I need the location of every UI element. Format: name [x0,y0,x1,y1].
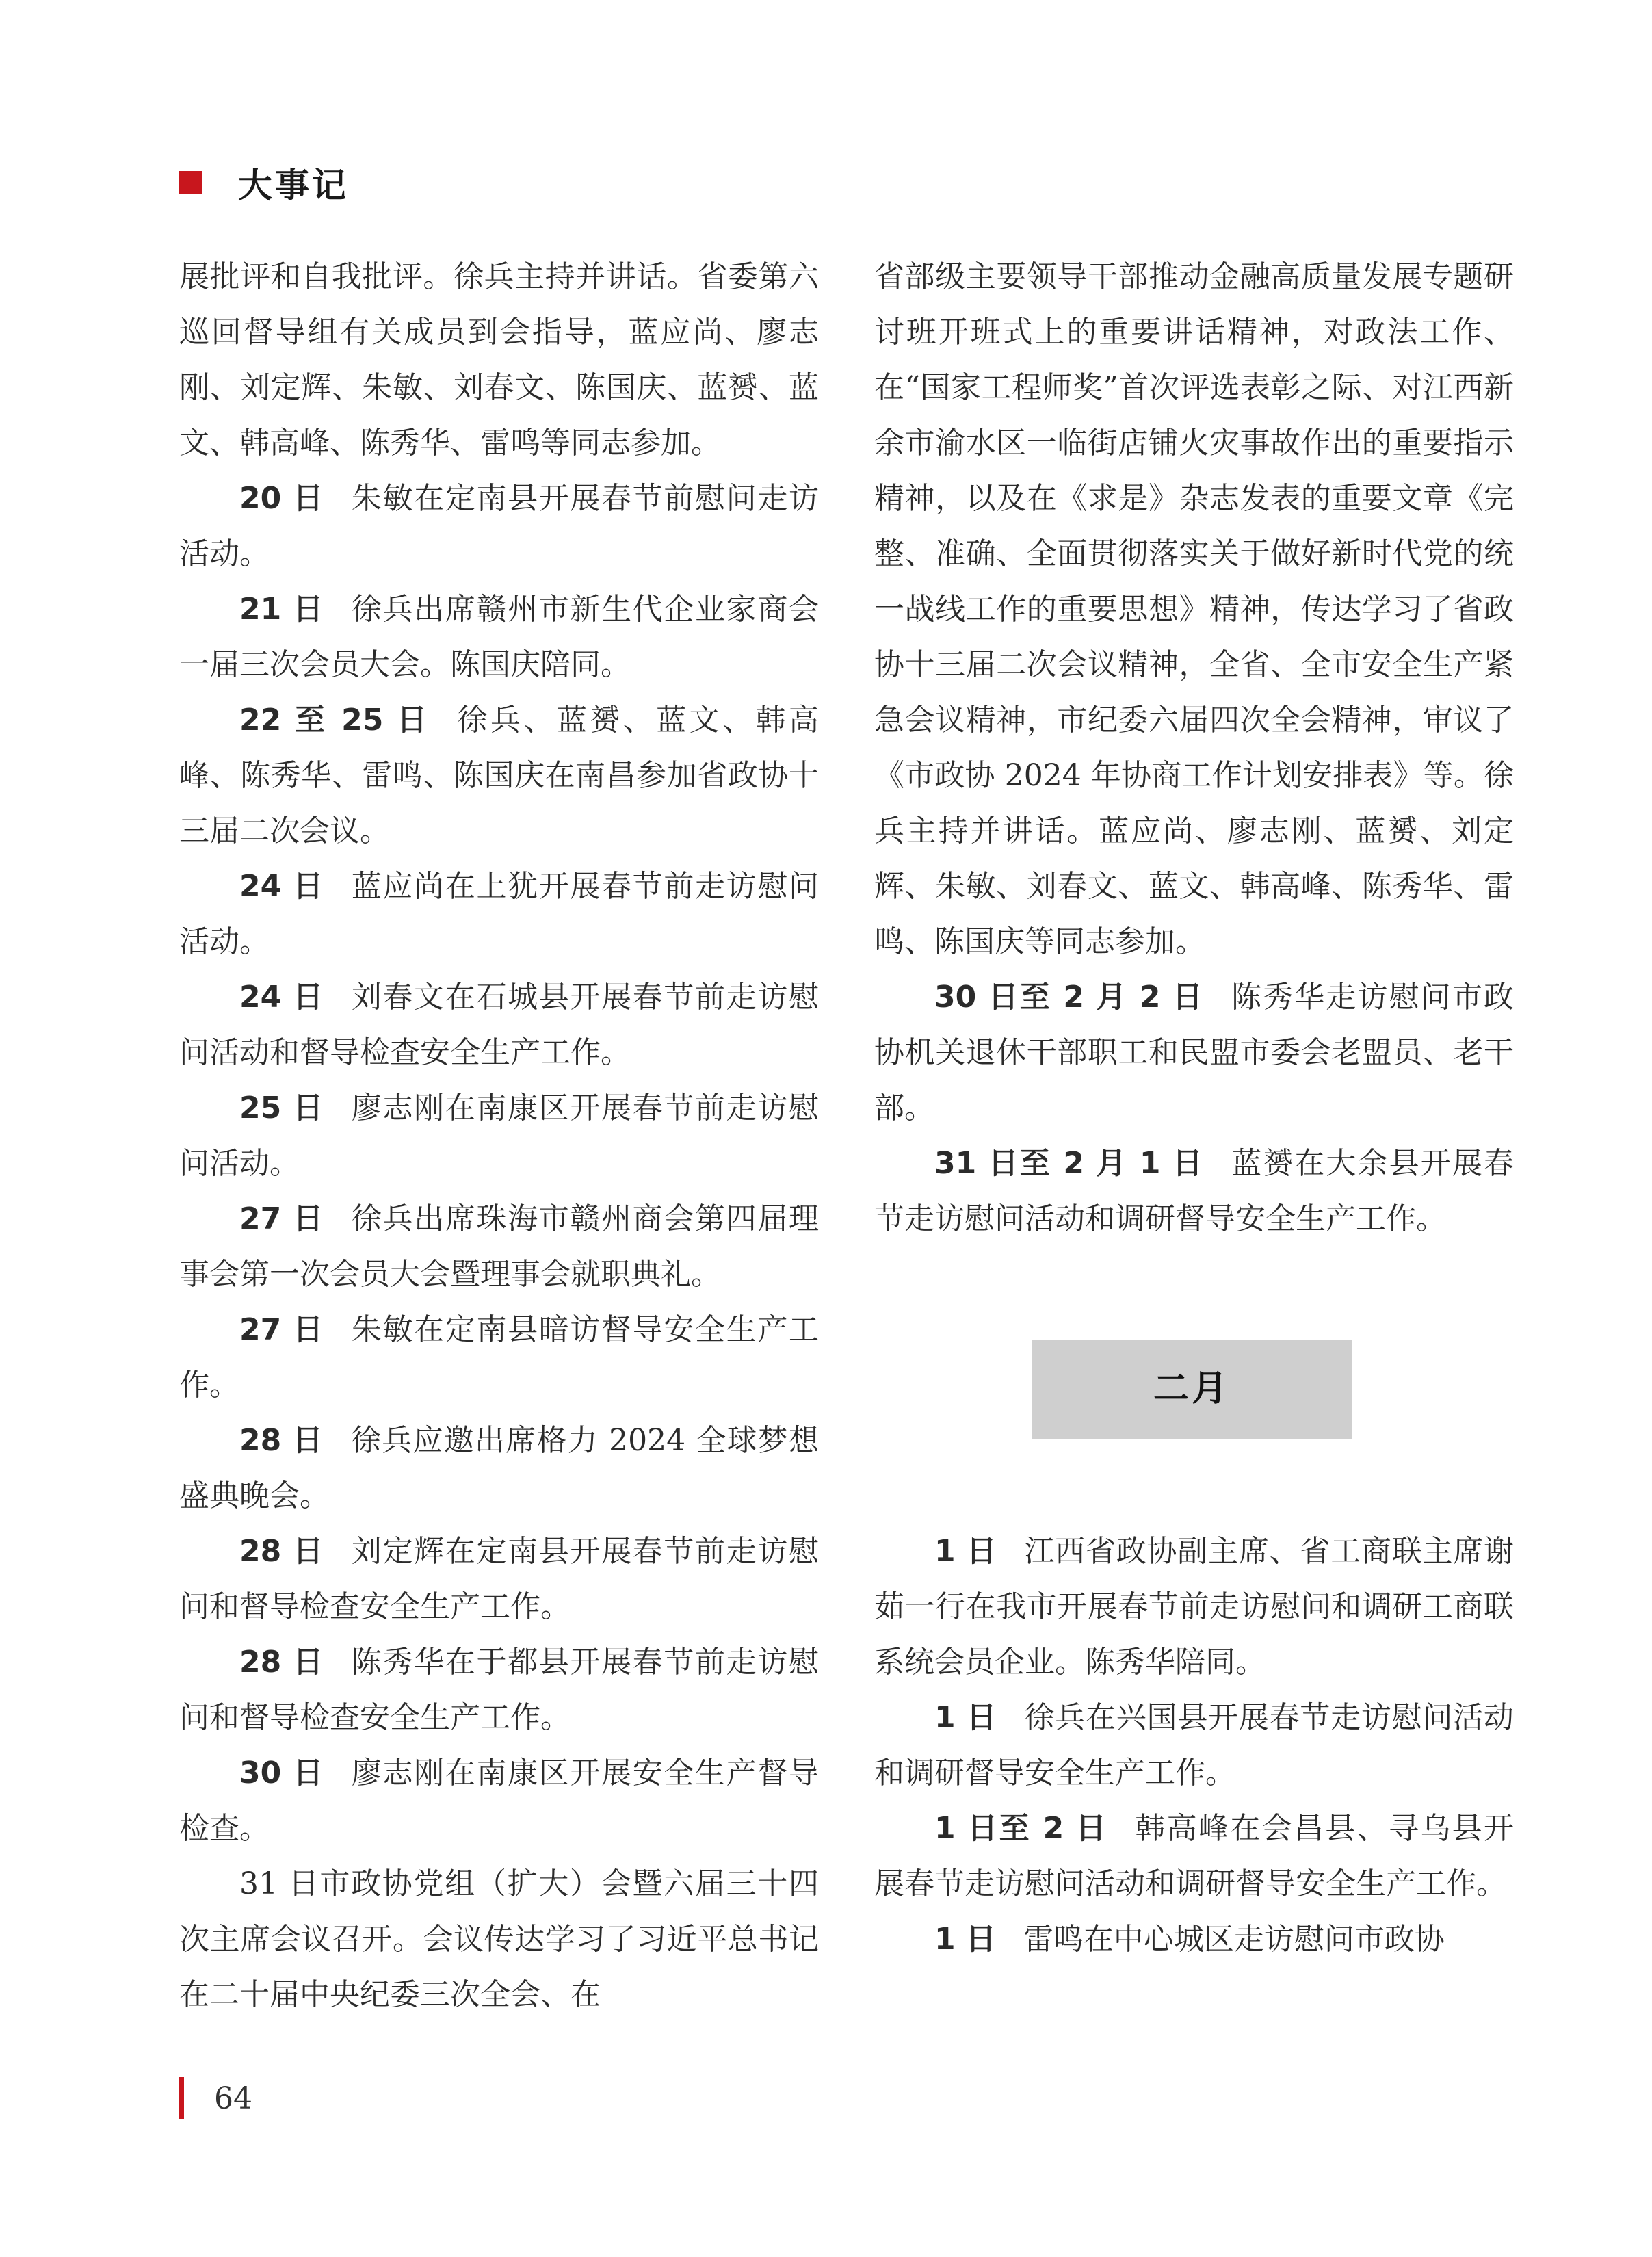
continued-paragraph [874,249,1514,969]
entry-text: 蓝应尚在上犹开展春节前走访慰问活动。 [179,869,819,959]
event-entry [874,1690,1514,1801]
entry-text: 廖志刚在南康区开展春节前走访慰问活动。 [179,1091,819,1181]
event-entry [874,1912,1514,1967]
event-entry [179,1302,819,1413]
entry-text: 省部级主要领导干部推动金融高质量发展专题研讨班开班式上的重要讲话精神，对政法工作、在“国家工程师奖”首次评选表彰之际、对江西新余市渝水区一临街店铺火灾事故作出的重要指示精神，以及在《求是》杂志发表的重要文章《完整、准确、全面贯彻落实关于做好新时代党的统一战线工作的重要思想》精神，传达学习了省政协十三届二次会议精神，全省、全市安全生产紧急会议精神，市纪委六届四次全会精神，审议了《市政协 2024 年协商工作计划安排表》等。徐兵主持并讲话。蓝应尚、廖志刚、蓝赟、刘定辉、朱敏、刘春文、蓝文、韩高峰、陈秀华、雷鸣、陈国庆等同志参加。 [874,259,1514,959]
entry-text: 徐兵在兴国县开展春节走访慰问活动和调研督导安全生产工作。 [874,1700,1515,1790]
entry-date: 28 日 [239,1423,324,1458]
month-heading: 二月 [1153,1368,1230,1409]
month-heading-box [1032,1340,1352,1439]
section-marker-square [179,171,202,194]
entry-text: 韩高峰在会昌县、寻乌县开展春节走访慰问活动和调研督导安全生产工作。 [874,1811,1515,1901]
entry-text: 朱敏在定南县开展春节前慰问走访活动。 [179,481,819,571]
entry-text: 徐兵出席赣州市新生代企业家商会一届三次会员大会。陈国庆陪同。 [179,592,819,682]
entry-text: 陈秀华走访慰问市政协机关退休干部职工和民盟市委会老盟员、老干部。 [874,980,1514,1125]
event-entry [179,1413,819,1524]
entry-date: 27 日 [239,1312,324,1347]
event-entry [179,859,819,969]
entry-date: 1 日 [934,1922,996,1957]
event-entry [874,969,1514,1136]
event-entry [874,1524,1514,1690]
event-entry [179,1745,819,1856]
entry-date: 24 日 [239,869,324,904]
february-entries [874,1524,1514,1967]
entry-text: 江西省政协副主席、省工商联主席谢茹一行在我市开展春节前走访慰问和调研工商联系统会员企业。陈秀华陪同。 [874,1534,1515,1680]
entry-date: 24 日 [239,980,324,1015]
continued-paragraph [179,249,819,471]
entry-text: 徐兵、蓝赟、蓝文、韩高峰、陈秀华、雷鸣、陈国庆在南昌参加省政协十三届二次会议。 [179,703,819,848]
entry-date: 28 日 [239,1534,324,1569]
event-entry [179,692,819,859]
entry-text: 蓝赟在大余县开展春节走访慰问活动和调研督导安全生产工作。 [874,1146,1514,1236]
event-entry [179,1191,819,1302]
page-number: 64 [214,2080,252,2116]
page-footer [179,2077,252,2119]
entry-text: 雷鸣在中心城区走访慰问市政协 [1023,1922,1445,1957]
entry-date: 30 日至 2 月 2 日 [934,980,1205,1015]
section-header [179,159,349,207]
entry-text: 徐兵出席珠海市赣州商会第四届理事会第一次会员大会暨理事会就职典礼。 [179,1201,819,1292]
entry-date: 21 日 [239,592,324,627]
entry-text: 展批评和自我批评。徐兵主持并讲话。省委第六巡回督导组有关成员到会指导，蓝应尚、廖志刚、刘定辉、朱敏、刘春文、陈国庆、蓝赟、蓝文、韩高峰、陈秀华、雷鸣等同志参加。 [179,259,819,460]
entry-date: 28 日 [239,1645,324,1680]
entry-date: 27 日 [239,1201,324,1236]
entry-date: 31 日至 2 月 1 日 [934,1146,1205,1181]
event-entry [179,1634,819,1745]
footer-accent-bar [179,2077,184,2119]
section-title: 大事记 [238,166,349,205]
entry-text: 朱敏在定南县暗访督导安全生产工作。 [179,1312,819,1403]
entry-date: 25 日 [239,1091,324,1125]
entry-date: 1 日 [934,1534,997,1569]
entry-text: 刘定辉在定南县开展春节前走访慰问和督导检查安全生产工作。 [179,1534,819,1624]
entry-date: 1 日至 2 日 [934,1811,1108,1846]
entry-text: 廖志刚在南康区开展安全生产督导检查。 [179,1756,819,1846]
event-entry [179,969,819,1080]
event-entry [179,471,819,582]
entry-date: 30 日 [239,1756,324,1790]
event-entry [179,1524,819,1634]
left-column [179,249,819,2022]
entry-date: 20 日 [239,481,324,516]
event-entry [874,1801,1514,1912]
event-entry [179,582,819,692]
right-column [874,249,1514,1967]
entry-text: 徐兵应邀出席格力 2024 全球梦想盛典晚会。 [179,1423,819,1513]
event-entry [179,1080,819,1191]
entry-text: 陈秀华在于都县开展春节前走访慰问和督导检查安全生产工作。 [179,1645,819,1735]
entry-date: 1 日 [934,1700,997,1735]
entry-text: 31 日市政协党组（扩大）会暨六届三十四次主席会议召开。会议传达学习了习近平总书记在二十届中央纪委三次全会、在 [179,1866,819,2012]
event-entry [874,1136,1514,1247]
entry-text: 刘春文在石城县开展春节前走访慰问活动和督导检查安全生产工作。 [179,980,819,1070]
entry-date: 22 至 25 日 [239,703,430,738]
event-entry [179,1856,819,2022]
